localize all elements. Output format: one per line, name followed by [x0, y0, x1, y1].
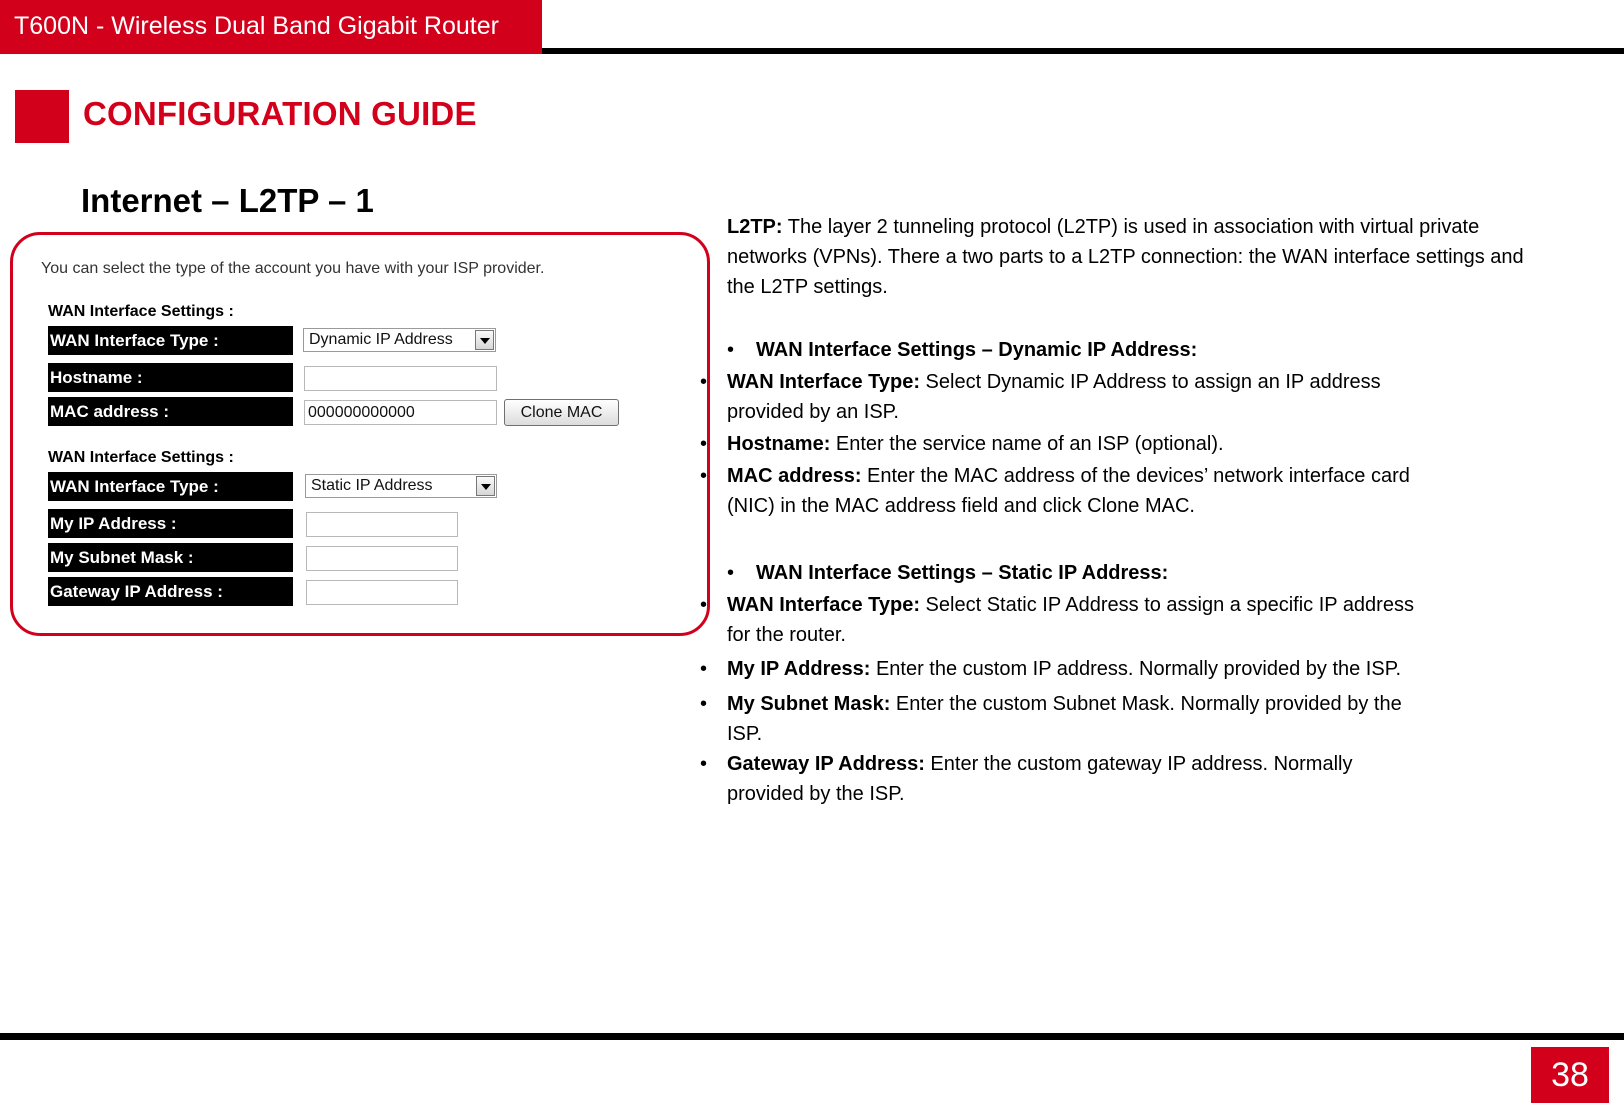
- subnet-mask-label: My Subnet Mask :: [48, 543, 293, 572]
- list-item: • Gateway IP Address: Enter the custom gateway IP address. Normally provided by the ISP.: [727, 749, 1427, 809]
- hostname-input[interactable]: [304, 366, 497, 391]
- l2tp-intro: [727, 212, 1557, 302]
- list-item: • WAN Interface Type: Select Dynamic IP Address to assign an IP address provided by an ISP.: [727, 367, 1427, 427]
- l2tp-intro-text: The layer 2 tunneling protocol (L2TP) is used in association with virtual private networks (VPNs). There a two parts to a L2TP connection: the WAN interface settings and the L2TP settings.: [727, 216, 1524, 298]
- l2tp-term: L2TP:: [727, 216, 783, 238]
- static-heading: • WAN Interface Settings – Static IP Address:: [727, 558, 1557, 588]
- gateway-ip-input[interactable]: [306, 580, 458, 605]
- router-ui-screenshot: [10, 232, 710, 636]
- my-ip-label: My IP Address :: [48, 509, 293, 538]
- mac-address-label: MAC address :: [48, 397, 293, 426]
- guide-title: CONFIGURATION GUIDE: [83, 95, 477, 132]
- dynamic-wan-type-value: Dynamic IP Address: [309, 331, 453, 348]
- chevron-down-icon[interactable]: [475, 330, 494, 350]
- gateway-ip-label: Gateway IP Address :: [48, 577, 293, 606]
- list-item: • WAN Interface Type: Select Static IP Address to assign a specific IP address for the router.: [727, 590, 1427, 650]
- mac-address-input[interactable]: 000000000000: [304, 400, 497, 425]
- clone-mac-button[interactable]: Clone MAC: [504, 399, 619, 426]
- static-wan-type-value: Static IP Address: [311, 477, 433, 494]
- static-group-title: WAN Interface Settings :: [48, 449, 234, 466]
- dynamic-wan-type-select[interactable]: [303, 328, 496, 352]
- hostname-label: Hostname :: [48, 363, 293, 392]
- description-column: [727, 212, 1557, 809]
- dynamic-group-title: WAN Interface Settings :: [48, 303, 234, 320]
- list-item: • MAC address: Enter the MAC address of the devices’ network interface card (NIC) in the MAC address field and click Clone MAC.: [727, 461, 1427, 521]
- my-ip-input[interactable]: [306, 512, 458, 537]
- chevron-down-icon[interactable]: [476, 476, 495, 496]
- header-rule: [542, 48, 1624, 54]
- page-number: 38: [1531, 1047, 1609, 1103]
- footer-rule: [0, 1033, 1624, 1040]
- static-wan-type-select[interactable]: [305, 474, 497, 498]
- dynamic-heading: • WAN Interface Settings – Dynamic IP Address:: [727, 335, 1557, 365]
- screenshot-intro: You can select the type of the account you have with your ISP provider.: [41, 260, 545, 277]
- dynamic-wan-type-label: WAN Interface Type :: [48, 326, 293, 355]
- list-item: • My IP Address: Enter the custom IP address. Normally provided by the ISP.: [727, 652, 1427, 687]
- product-title: T600N - Wireless Dual Band Gigabit Router: [0, 0, 542, 54]
- subnet-mask-input[interactable]: [306, 546, 458, 571]
- section-title: Internet – L2TP – 1: [81, 182, 374, 219]
- list-item: • My Subnet Mask: Enter the custom Subnet Mask. Normally provided by the ISP.: [727, 689, 1427, 749]
- list-item: • Hostname: Enter the service name of an ISP (optional).: [727, 429, 1427, 459]
- static-wan-type-label: WAN Interface Type :: [48, 472, 293, 501]
- guide-marker: [15, 90, 69, 143]
